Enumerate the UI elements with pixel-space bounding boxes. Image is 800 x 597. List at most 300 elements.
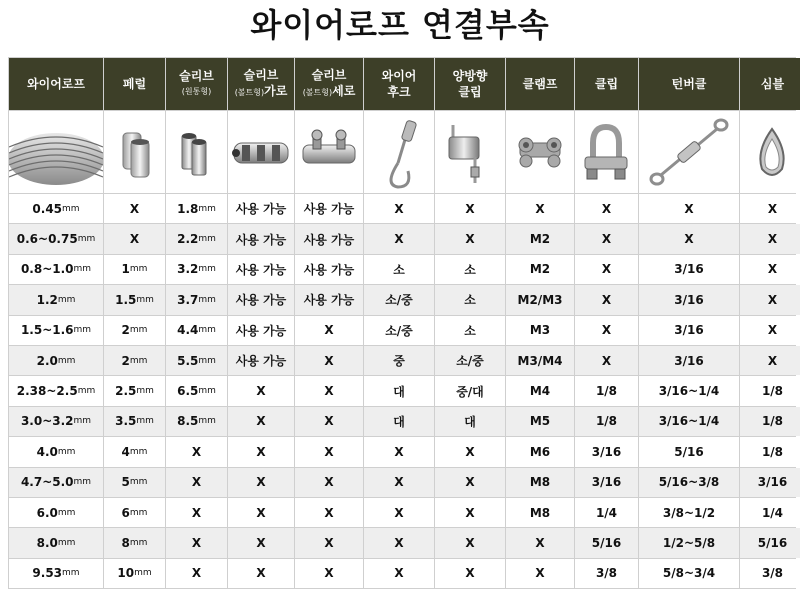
cell-value: M3/M4 bbox=[517, 353, 563, 368]
sleeve-cylinder-icon bbox=[166, 111, 227, 193]
table-cell bbox=[295, 468, 363, 497]
table-cell bbox=[166, 528, 227, 557]
header-cell bbox=[295, 58, 363, 110]
table-cell bbox=[9, 437, 103, 466]
cell-value: X bbox=[465, 566, 475, 581]
cell-unit: mm bbox=[73, 264, 92, 275]
table-cell bbox=[506, 437, 574, 466]
table-cell bbox=[9, 376, 103, 405]
cell-value: 1/8 bbox=[761, 444, 784, 459]
cell-value: 대 bbox=[464, 414, 476, 429]
table-cell bbox=[435, 285, 505, 314]
cell-value: 3/16 bbox=[674, 292, 704, 307]
cell-value: X bbox=[767, 262, 778, 277]
table-cell bbox=[740, 255, 800, 284]
table-cell bbox=[364, 285, 434, 314]
table-cell bbox=[575, 346, 638, 375]
cell-value: 사용 가능 bbox=[235, 293, 287, 308]
table-cell bbox=[166, 224, 227, 253]
table-cell bbox=[228, 376, 294, 405]
cell-value: 2 bbox=[121, 353, 130, 368]
cell-unit: mm bbox=[198, 203, 216, 214]
cell-value: X bbox=[535, 201, 545, 216]
table-cell bbox=[639, 559, 739, 588]
cell-value: 2.5 bbox=[115, 384, 137, 399]
cell-value: 중 bbox=[393, 354, 405, 369]
cell-value: 1.8 bbox=[177, 201, 199, 216]
table-cell bbox=[639, 376, 739, 405]
table-cell bbox=[295, 407, 363, 436]
header-label: 양방향 bbox=[452, 69, 488, 83]
cell-value: 1 bbox=[121, 262, 130, 277]
table-cell bbox=[166, 194, 227, 223]
table-cell bbox=[166, 468, 227, 497]
cell-value: X bbox=[191, 505, 202, 520]
cell-value: 사용 가능 bbox=[235, 323, 287, 338]
cell-value: 소/중 bbox=[456, 354, 484, 369]
table-cell bbox=[9, 255, 103, 284]
table-cell bbox=[295, 376, 363, 405]
table-cell bbox=[295, 285, 363, 314]
cell-value: 1/2~5/8 bbox=[662, 535, 716, 550]
cell-value: X bbox=[324, 475, 334, 490]
cell-value: 중/대 bbox=[456, 384, 484, 399]
cell-value: 6.0 bbox=[36, 505, 58, 520]
header-label: 슬리브 bbox=[243, 68, 279, 82]
cell-value: 2.38~2.5 bbox=[16, 384, 78, 399]
cell-value: X bbox=[256, 444, 266, 459]
table-cell bbox=[228, 285, 294, 314]
cell-value: X bbox=[256, 505, 266, 520]
table-cell bbox=[575, 194, 638, 223]
cell-value: 사용 가능 bbox=[235, 202, 287, 217]
cell-value: 1/8 bbox=[595, 414, 618, 429]
cell-value: 4 bbox=[121, 444, 130, 459]
table-cell bbox=[639, 224, 739, 253]
table-cell bbox=[639, 528, 739, 557]
table-cell bbox=[9, 407, 103, 436]
header-label: 턴버클 bbox=[671, 77, 707, 91]
table-cell bbox=[435, 559, 505, 588]
cell-unit: mm bbox=[73, 477, 92, 488]
table-cell bbox=[104, 528, 165, 557]
cell-value: X bbox=[465, 475, 475, 490]
table-cell bbox=[166, 346, 227, 375]
cell-value: 9.53 bbox=[32, 566, 63, 581]
cell-value: X bbox=[129, 201, 140, 216]
cell-value: X bbox=[256, 535, 266, 550]
table-cell bbox=[295, 316, 363, 345]
cell-value: M8 bbox=[529, 505, 551, 520]
header-sub-label: (원통형) bbox=[181, 87, 212, 96]
cell-value: X bbox=[394, 475, 404, 490]
cell-value: 1/8 bbox=[761, 414, 784, 429]
cell-unit: mm bbox=[198, 355, 216, 366]
cell-value: 0.45 bbox=[32, 201, 63, 216]
table-cell bbox=[740, 559, 800, 588]
table-cell bbox=[104, 255, 165, 284]
cell-value: 3/16~1/4 bbox=[658, 414, 720, 429]
cell-value: 3.2 bbox=[177, 262, 199, 277]
header-label: 와이어로프 bbox=[27, 77, 85, 91]
table-cell bbox=[506, 316, 574, 345]
table-cell bbox=[740, 498, 800, 527]
header-label: 와이어 bbox=[381, 69, 417, 83]
ferrule-icon bbox=[104, 111, 165, 193]
cell-value: X bbox=[324, 444, 334, 459]
cell-unit: mm bbox=[134, 568, 152, 579]
table-cell bbox=[740, 316, 800, 345]
cell-value: X bbox=[324, 323, 334, 338]
cell-unit: mm bbox=[129, 537, 148, 548]
cell-value: 5.5 bbox=[177, 353, 199, 368]
cell-value: 1.5~1.6 bbox=[20, 323, 74, 338]
cell-value: M5 bbox=[529, 414, 551, 429]
table-cell bbox=[740, 285, 800, 314]
table-cell bbox=[364, 498, 434, 527]
header-cell bbox=[575, 58, 638, 110]
table-cell bbox=[166, 255, 227, 284]
header-cell bbox=[104, 58, 165, 110]
table-cell bbox=[575, 437, 638, 466]
double-clip-icon bbox=[435, 111, 505, 193]
cell-unit: mm bbox=[136, 416, 154, 427]
cell-value: X bbox=[324, 384, 334, 399]
cell-value: 8 bbox=[121, 535, 130, 550]
table-cell bbox=[228, 559, 294, 588]
cell-unit: mm bbox=[57, 537, 76, 548]
table-cell bbox=[639, 255, 739, 284]
cell-value: X bbox=[535, 535, 545, 550]
cell-value: 3/16 bbox=[674, 323, 704, 338]
cell-value: X bbox=[394, 535, 404, 550]
cell-value: M2 bbox=[529, 262, 551, 277]
cell-value: 대 bbox=[393, 384, 405, 399]
wire-clip-icon bbox=[575, 111, 638, 193]
cell-unit: mm bbox=[57, 294, 76, 305]
cell-value: 사용 가능 bbox=[303, 202, 355, 217]
cell-value: M6 bbox=[529, 444, 551, 459]
table-cell bbox=[9, 468, 103, 497]
cell-value: X bbox=[767, 201, 778, 216]
table-cell bbox=[740, 407, 800, 436]
cell-value: 사용 가능 bbox=[303, 262, 355, 277]
table-cell bbox=[104, 376, 165, 405]
cell-value: X bbox=[324, 535, 334, 550]
table-cell bbox=[295, 528, 363, 557]
table-cell bbox=[740, 346, 800, 375]
cell-value: 3.0~3.2 bbox=[20, 414, 74, 429]
cell-unit: mm bbox=[73, 325, 92, 336]
table-cell bbox=[506, 468, 574, 497]
table-cell bbox=[166, 498, 227, 527]
table-cell bbox=[9, 194, 103, 223]
table-cell bbox=[166, 407, 227, 436]
cell-value: M3 bbox=[529, 323, 551, 338]
table-cell bbox=[435, 346, 505, 375]
table-cell bbox=[364, 224, 434, 253]
table-cell bbox=[575, 407, 638, 436]
header-label: 클램프 bbox=[522, 77, 558, 91]
table-cell bbox=[575, 224, 638, 253]
table-cell bbox=[639, 437, 739, 466]
table-cell bbox=[104, 224, 165, 253]
table-cell bbox=[104, 346, 165, 375]
cell-value: X bbox=[465, 505, 475, 520]
table-cell bbox=[166, 316, 227, 345]
page-title: 와이어로프 연결부속 bbox=[250, 6, 550, 44]
cell-value: 소 bbox=[393, 262, 405, 277]
cell-value: 사용 가능 bbox=[235, 262, 287, 277]
cell-value: X bbox=[465, 201, 475, 216]
cell-value: 6.5 bbox=[177, 384, 199, 399]
header-label-line2: 후크 bbox=[387, 85, 411, 99]
header-cell bbox=[506, 58, 574, 110]
table-cell bbox=[639, 498, 739, 527]
table-cell bbox=[435, 498, 505, 527]
table-cell bbox=[228, 407, 294, 436]
cell-value: X bbox=[394, 232, 404, 247]
cell-value: X bbox=[601, 292, 612, 307]
table-cell bbox=[639, 285, 739, 314]
cell-value: X bbox=[767, 323, 778, 338]
table-cell bbox=[506, 407, 574, 436]
table-cell bbox=[639, 407, 739, 436]
cell-unit: mm bbox=[57, 446, 76, 457]
cell-value: 0.8~1.0 bbox=[20, 262, 74, 277]
table-cell bbox=[575, 376, 638, 405]
wire-hook-icon bbox=[364, 111, 434, 193]
table-cell bbox=[639, 316, 739, 345]
header-label: 페럴 bbox=[122, 77, 147, 91]
cell-value: 6 bbox=[121, 505, 130, 520]
table-cell bbox=[228, 316, 294, 345]
cell-unit: mm bbox=[198, 234, 216, 245]
table-cell bbox=[295, 498, 363, 527]
header-cell bbox=[166, 58, 227, 110]
cell-value: X bbox=[465, 535, 475, 550]
fittings-table bbox=[8, 57, 796, 589]
table-cell bbox=[166, 437, 227, 466]
table-cell bbox=[104, 285, 165, 314]
cell-value: X bbox=[324, 566, 334, 581]
cell-value: X bbox=[324, 505, 334, 520]
cell-unit: mm bbox=[77, 386, 96, 397]
table-cell bbox=[364, 194, 434, 223]
table-cell bbox=[506, 376, 574, 405]
cell-value: X bbox=[129, 232, 140, 247]
table-cell bbox=[740, 224, 800, 253]
table-cell bbox=[228, 224, 294, 253]
table-cell bbox=[639, 346, 739, 375]
cell-unit: mm bbox=[62, 568, 80, 579]
table-cell bbox=[575, 498, 638, 527]
cell-value: 3/16 bbox=[757, 475, 788, 490]
table-cell bbox=[435, 376, 505, 405]
cell-value: 4.0 bbox=[36, 444, 58, 459]
table-cell bbox=[166, 285, 227, 314]
table-cell bbox=[364, 559, 434, 588]
cell-value: 10 bbox=[117, 566, 135, 581]
bolt-sleeve-horizontal-icon bbox=[228, 111, 294, 193]
cell-value: 사용 가능 bbox=[235, 354, 287, 369]
cell-value: 5/16 bbox=[674, 444, 704, 459]
cell-value: X bbox=[191, 444, 202, 459]
cell-value: 1.2 bbox=[36, 292, 58, 307]
table-cell bbox=[575, 528, 638, 557]
table-cell bbox=[575, 285, 638, 314]
table-cell bbox=[295, 437, 363, 466]
table-cell bbox=[639, 194, 739, 223]
header-cell bbox=[9, 58, 103, 110]
table-cell bbox=[9, 559, 103, 588]
cell-value: X bbox=[394, 201, 404, 216]
cell-value: X bbox=[601, 323, 612, 338]
header-sub-label: (볼트형) bbox=[234, 88, 265, 97]
table-cell bbox=[104, 316, 165, 345]
cell-value: 8.0 bbox=[36, 535, 58, 550]
cell-value: 5/16 bbox=[757, 535, 788, 550]
cell-unit: mm bbox=[73, 416, 92, 427]
table-cell bbox=[295, 224, 363, 253]
header-suffix-label: 세로 bbox=[332, 84, 356, 98]
cell-unit: mm bbox=[136, 294, 154, 305]
wire-rope-icon bbox=[9, 111, 103, 193]
cell-value: 사용 가능 bbox=[303, 232, 355, 247]
table-cell bbox=[228, 528, 294, 557]
header-cell bbox=[364, 58, 434, 110]
cell-value: 3.7 bbox=[177, 292, 199, 307]
cell-value: X bbox=[767, 232, 778, 247]
cell-value: 2.2 bbox=[177, 232, 199, 247]
cell-value: 3/16 bbox=[674, 353, 704, 368]
table-cell bbox=[9, 528, 103, 557]
table-cell bbox=[295, 194, 363, 223]
header-cell bbox=[435, 58, 505, 110]
turnbuckle-icon bbox=[639, 111, 739, 193]
cell-value: X bbox=[465, 232, 475, 247]
table-cell bbox=[228, 346, 294, 375]
table-cell bbox=[435, 194, 505, 223]
cell-value: 3/16 bbox=[674, 262, 704, 277]
table-cell bbox=[228, 498, 294, 527]
table-cell bbox=[506, 346, 574, 375]
table-cell bbox=[575, 559, 638, 588]
cell-value: 3/8 bbox=[595, 566, 618, 581]
table-cell bbox=[435, 255, 505, 284]
header-cell bbox=[228, 58, 294, 110]
cell-value: X bbox=[601, 232, 612, 247]
cell-value: 4.7~5.0 bbox=[20, 475, 74, 490]
cell-value: 소/중 bbox=[385, 293, 413, 308]
cell-value: X bbox=[394, 566, 404, 581]
cell-value: 2 bbox=[121, 323, 130, 338]
cell-value: M2/M3 bbox=[517, 292, 563, 307]
cell-value: X bbox=[256, 384, 266, 399]
cell-value: X bbox=[465, 444, 475, 459]
cell-value: 5/8~3/4 bbox=[662, 566, 716, 581]
table-cell bbox=[9, 285, 103, 314]
table-cell bbox=[639, 468, 739, 497]
table-cell bbox=[228, 437, 294, 466]
table-cell bbox=[506, 285, 574, 314]
table-cell bbox=[9, 498, 103, 527]
cell-unit: mm bbox=[129, 325, 148, 336]
cell-value: 5/16 bbox=[591, 535, 622, 550]
table-cell bbox=[506, 255, 574, 284]
table-cell bbox=[166, 376, 227, 405]
cell-value: 대 bbox=[393, 414, 405, 429]
table-cell bbox=[228, 194, 294, 223]
cell-unit: mm bbox=[198, 264, 216, 275]
table-cell bbox=[364, 346, 434, 375]
table-cell bbox=[740, 194, 800, 223]
clamp-icon bbox=[506, 111, 574, 193]
cell-value: 소 bbox=[464, 323, 476, 338]
table-cell bbox=[575, 468, 638, 497]
table-cell bbox=[364, 437, 434, 466]
cell-value: M8 bbox=[529, 475, 551, 490]
table-cell bbox=[506, 224, 574, 253]
table-cell bbox=[364, 407, 434, 436]
header-cell bbox=[639, 58, 739, 110]
cell-value: X bbox=[601, 353, 612, 368]
cell-unit: mm bbox=[62, 203, 80, 214]
table-cell bbox=[435, 224, 505, 253]
cell-unit: mm bbox=[129, 355, 148, 366]
cell-unit: mm bbox=[129, 446, 148, 457]
table-cell bbox=[295, 346, 363, 375]
table-cell bbox=[9, 346, 103, 375]
cell-value: X bbox=[394, 444, 404, 459]
cell-value: 5 bbox=[121, 475, 130, 490]
cell-value: X bbox=[191, 475, 202, 490]
cell-value: 3.5 bbox=[115, 414, 137, 429]
cell-value: X bbox=[394, 505, 404, 520]
table-cell bbox=[104, 468, 165, 497]
cell-value: X bbox=[767, 292, 778, 307]
cell-value: X bbox=[684, 201, 694, 216]
cell-value: 사용 가능 bbox=[303, 293, 355, 308]
table-cell bbox=[364, 528, 434, 557]
cell-value: X bbox=[324, 353, 334, 368]
header-label: 슬리브 bbox=[311, 68, 347, 82]
table-cell bbox=[740, 468, 800, 497]
cell-value: 1/8 bbox=[595, 384, 618, 399]
table-cell bbox=[228, 255, 294, 284]
header-cell bbox=[740, 58, 800, 110]
table-cell bbox=[364, 468, 434, 497]
header-suffix-label: 가로 bbox=[264, 84, 288, 98]
cell-value: X bbox=[324, 414, 334, 429]
table-cell bbox=[9, 224, 103, 253]
cell-value: 0.6~0.75 bbox=[16, 232, 78, 247]
table-cell bbox=[104, 498, 165, 527]
table-cell bbox=[364, 316, 434, 345]
cell-value: 2.0 bbox=[36, 353, 58, 368]
cell-unit: mm bbox=[57, 355, 76, 366]
table-cell bbox=[575, 316, 638, 345]
table-cell bbox=[435, 316, 505, 345]
cell-value: M2 bbox=[529, 232, 551, 247]
cell-value: X bbox=[256, 566, 266, 581]
cell-value: 3/16~1/4 bbox=[658, 384, 720, 399]
cell-value: X bbox=[601, 262, 612, 277]
cell-value: 3/16 bbox=[591, 444, 622, 459]
table-cell bbox=[104, 559, 165, 588]
cell-unit: mm bbox=[198, 416, 216, 427]
table-cell bbox=[104, 407, 165, 436]
